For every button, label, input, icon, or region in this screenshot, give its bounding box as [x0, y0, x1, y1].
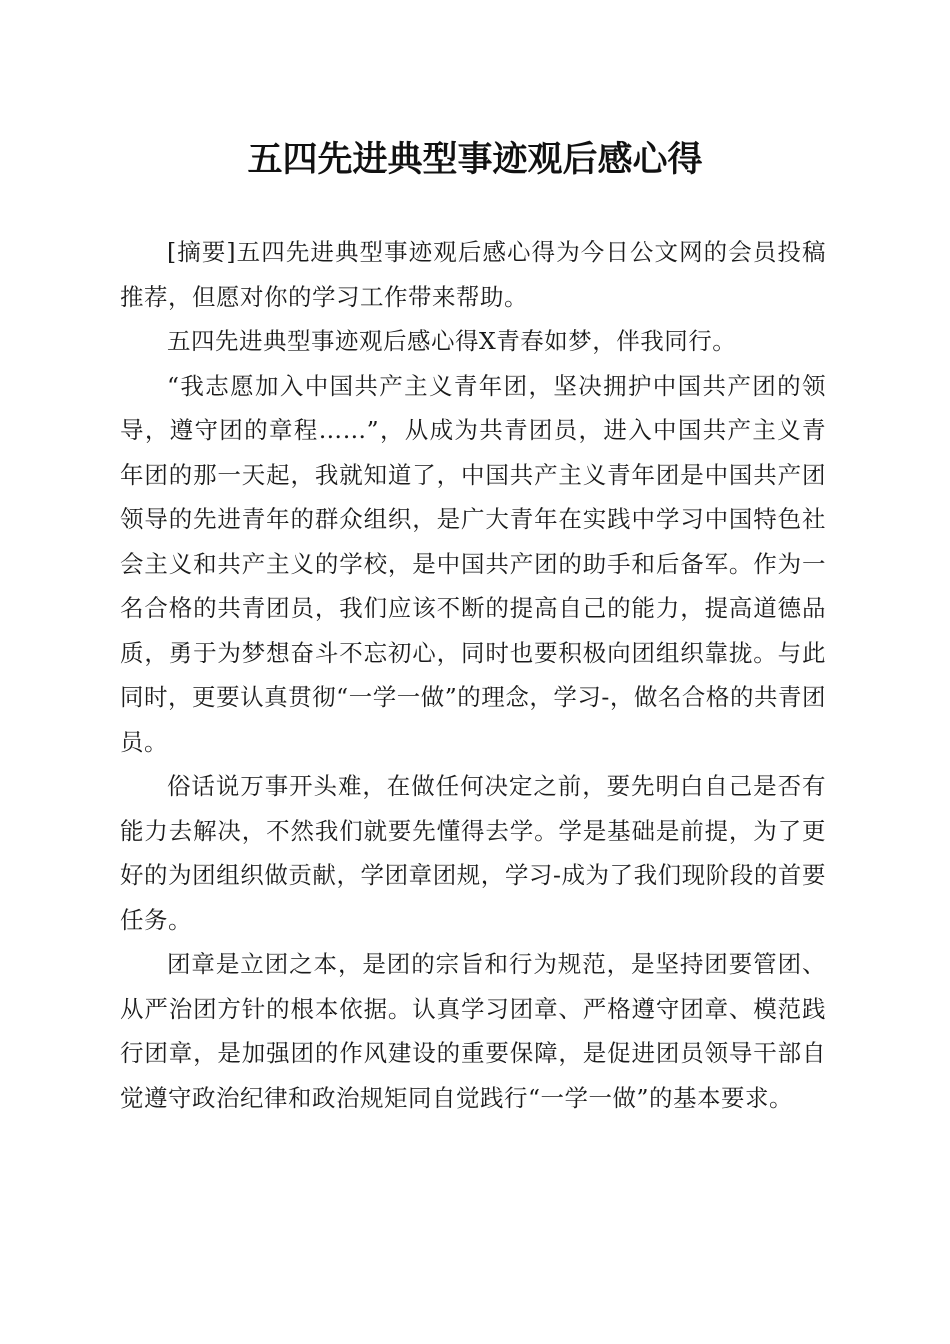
abstract-paragraph: [摘要]五四先进典型事迹观后感心得为今日公文网的会员投稿推荐，但愿对你的学习工作带来帮助。 — [120, 238, 826, 311]
document-body — [120, 230, 826, 1120]
subtitle-paragraph: 五四先进典型事迹观后感心得X青春如梦，伴我同行。 — [167, 327, 737, 355]
document-title: 五四先进典型事迹观后感心得 — [247, 139, 703, 180]
body-paragraph: 团章是立团之本，是团的宗旨和行为规范，是坚持团要管团、从严治团方针的根本依据。认真学习团章、严格遵守团章、模范践行团章，是加强团的作风建设的重要保障，是促进团员领导干部自觉遵守政治纪律和政治规矩同自觉践行“一学一做”的基本要求。 — [120, 950, 826, 1112]
body-paragraph: “我志愿加入中国共产主义青年团，坚决拥护中国共产团的领导，遵守团的章程……”，从成为共青团员，进入中国共产主义青年团的那一天起，我就知道了，中国共产主义青年团是中国共产团领导的先进青年的群众组织，是广大青年在实践中学习中国特色社会主义和共产主义的学校，是中国共产团的助手和后备军。作为一名合格的共青团员，我们应该不断的提高自己的能力，提高道德品质，勇于为梦想奋斗不忘初心，同时也要积极向团组织靠拢。与此同时，更要认真贯彻“一学一做”的理念，学习-，做名合格的共青团员。 — [120, 371, 826, 756]
body-paragraph: 俗话说万事开头难，在做任何决定之前，要先明白自己是否有能力去解决，不然我们就要先懂得去学。学是基础是前提，为了更好的为团组织做贡献，学团章团规，学习-成为了我们现阶段的首要任务。 — [120, 772, 826, 934]
